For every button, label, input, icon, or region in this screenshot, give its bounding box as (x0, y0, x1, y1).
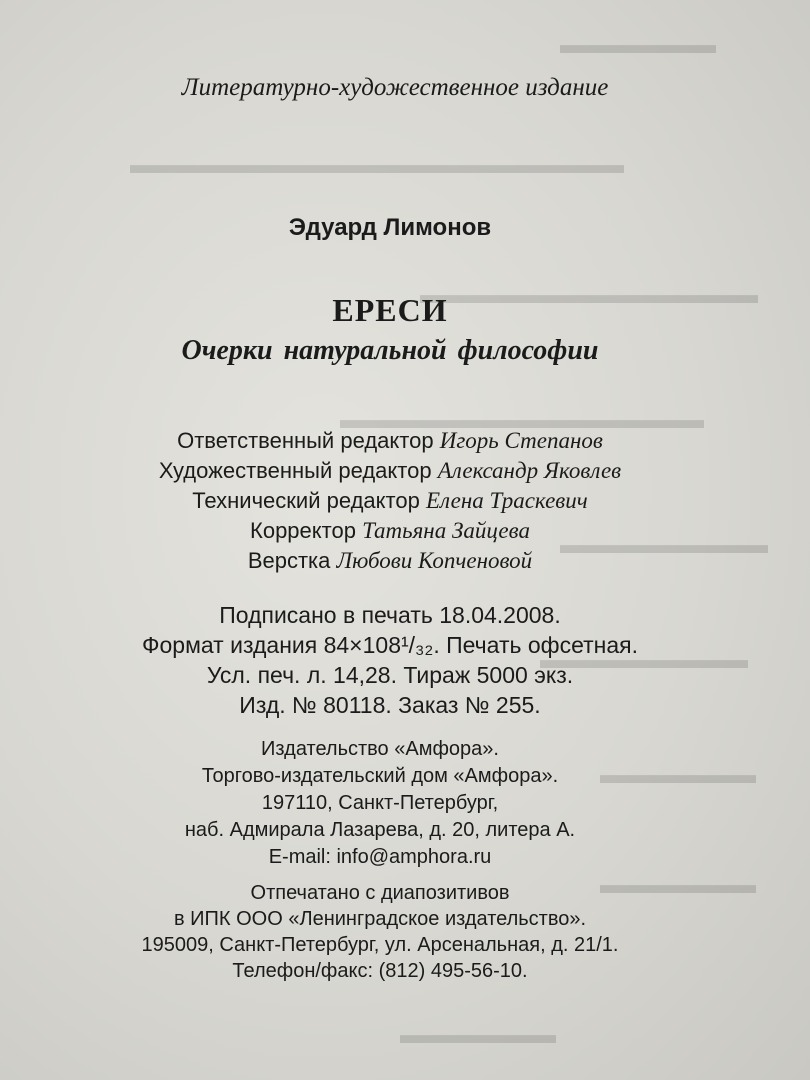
staff-role: Художественный редактор (158, 458, 432, 483)
show-through-shadow: ▬▬▬▬▬▬ (600, 870, 756, 899)
staff-person: Елена Траскевич (425, 488, 588, 513)
print-line: Изд. № 80118. Заказ № 255. (239, 692, 541, 718)
subtitle-text: Очерки натуральной философии (181, 335, 599, 366)
printer-phone: Телефон/факс: (812) 495-56-10. (232, 960, 528, 982)
show-through-shadow: ▬▬▬▬▬▬ (600, 760, 756, 789)
publisher-line: Торгово-издательский дом «Амфора». (201, 765, 559, 787)
series-note (0, 74, 790, 102)
staff-person: Александр Яковлев (437, 458, 622, 483)
show-through-shadow: ▬▬▬▬▬▬ (400, 1020, 556, 1049)
print-line: Усл. печ. л. 14,28. Тираж 5000 экз. (206, 662, 574, 688)
staff-line (0, 516, 780, 546)
publisher-email: E-mail: info@amphora.ru (268, 846, 492, 868)
print-line: Формат издания 84×108¹/₃₂. Печать офсетная. (142, 632, 638, 658)
print-details (0, 600, 780, 720)
show-through-shadow: ▬▬▬▬▬▬▬▬▬▬▬▬▬▬ (340, 405, 704, 434)
publisher-line: наб. Адмирала Лазарева, д. 20, литера А. (184, 819, 576, 841)
staff-role: Технический редактор (192, 488, 420, 513)
show-through-shadow: ▬▬▬▬▬▬▬▬ (540, 645, 748, 674)
author-name (0, 214, 780, 242)
title-text: ЕРЕСИ (332, 292, 448, 328)
show-through-shadow: ▬▬▬▬▬▬▬▬ (560, 530, 768, 559)
staff-person: Любови Копченовой (336, 548, 533, 573)
printer-line: 195009, Санкт-Петербург, ул. Арсенальная, д. 21/1. (141, 934, 619, 956)
staff-line (0, 546, 780, 576)
series-text: Литературно-художественное издание (181, 74, 609, 101)
publisher-line: Издательство «Амфора». (261, 738, 499, 760)
staff-role: Корректор (250, 518, 356, 543)
staff-person: Татьяна Зайцева (362, 518, 530, 543)
staff-line (0, 456, 780, 486)
staff-role: Ответственный редактор (177, 428, 434, 453)
staff-line (0, 486, 780, 516)
print-line: Подписано в печать 18.04.2008. (219, 602, 561, 628)
show-through-shadow: ▬▬▬▬▬▬ (560, 30, 716, 59)
publisher-line: 197110, Санкт-Петербург, (261, 792, 499, 814)
staff-line (0, 426, 780, 456)
printer-line: в ИПК ООО «Ленинградское издательство». (173, 908, 587, 930)
publisher-info (0, 736, 760, 871)
staff-person: Игорь Степанов (439, 428, 603, 453)
printer-line: Отпечатано с диапозитивов (250, 882, 510, 904)
book-subtitle (0, 335, 780, 367)
show-through-shadow: ▬▬▬▬▬▬▬▬▬▬▬▬▬▬▬▬▬▬▬ (130, 150, 624, 179)
staff-role: Верстка (247, 548, 331, 573)
editorial-staff (0, 426, 780, 576)
author-text: Эдуард Лимонов (288, 214, 492, 241)
show-through-shadow: ▬▬▬▬▬▬▬▬▬▬▬▬▬ (420, 280, 758, 309)
printer-info (0, 880, 760, 984)
book-title (0, 292, 780, 329)
